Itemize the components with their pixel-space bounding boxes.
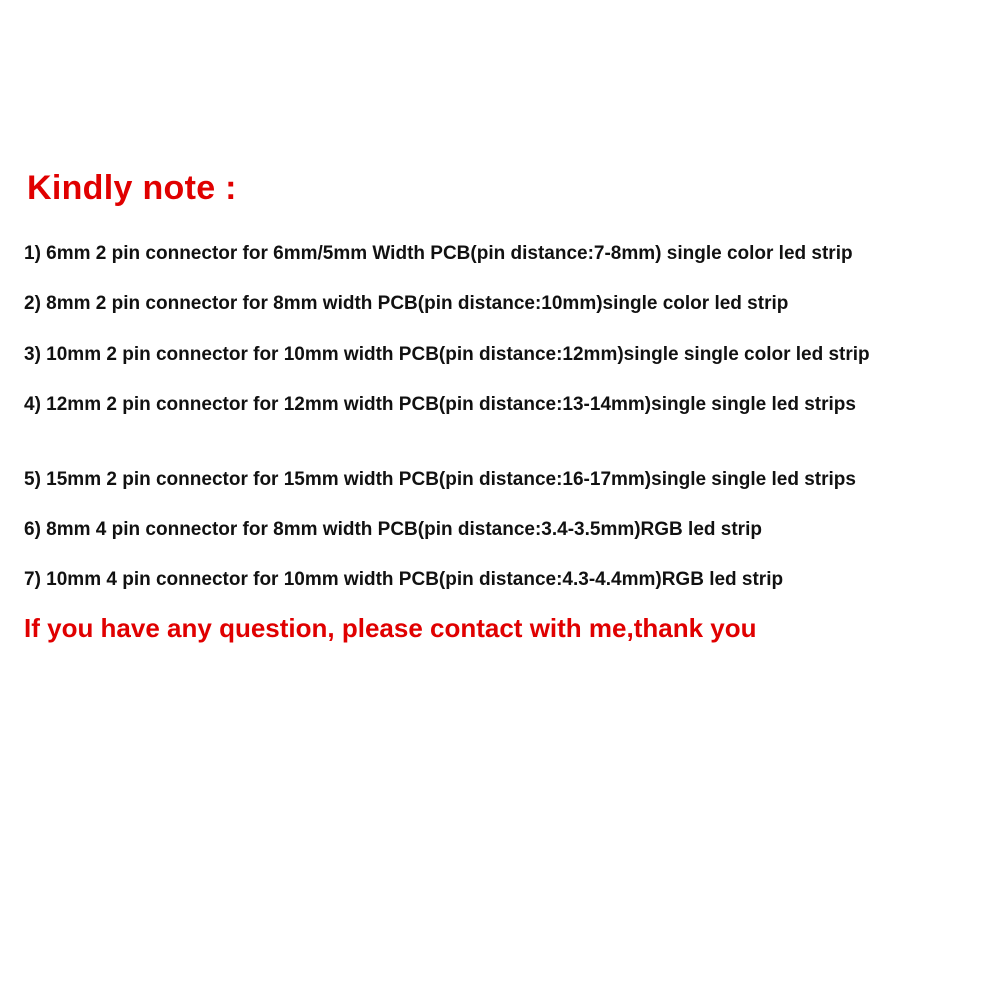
note-line-5: 5) 15mm 2 pin connector for 15mm width PCB(pin distance:16-17mm)single single led strips	[24, 469, 856, 490]
contact-message: If you have any question, please contact with me,thank you	[24, 613, 757, 643]
note-line-3: 3) 10mm 2 pin connector for 10mm width PCB(pin distance:12mm)single single color led strip	[24, 344, 870, 365]
notice-heading: Kindly note :	[27, 169, 237, 207]
note-line-2: 2) 8mm 2 pin connector for 8mm width PCB(pin distance:10mm)single color led strip	[24, 293, 789, 314]
note-line-6: 6) 8mm 4 pin connector for 8mm width PCB(pin distance:3.4-3.5mm)RGB led strip	[24, 519, 762, 540]
note-line-1: 1) 6mm 2 pin connector for 6mm/5mm Width PCB(pin distance:7-8mm) single color led strip	[24, 243, 853, 264]
note-line-4: 4) 12mm 2 pin connector for 12mm width PCB(pin distance:13-14mm)single single led strips	[24, 394, 856, 415]
note-line-7: 7) 10mm 4 pin connector for 10mm width PCB(pin distance:4.3-4.4mm)RGB led strip	[24, 569, 784, 590]
